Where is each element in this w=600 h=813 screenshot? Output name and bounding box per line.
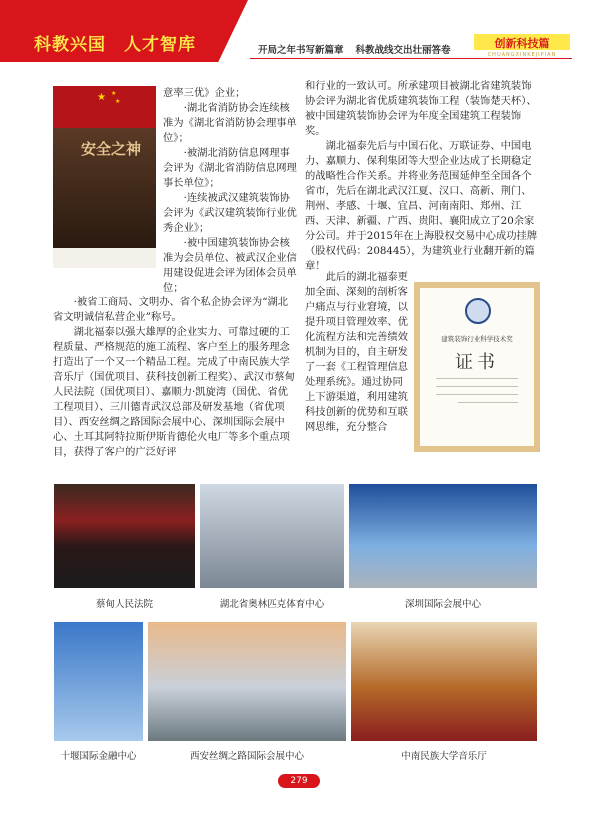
photo-caption: 深圳国际会展中心 xyxy=(404,599,481,610)
paragraph: ·被湖北消防信息网理事会评为《湖北省消防信息网理事长单位》； xyxy=(163,147,297,189)
divider xyxy=(458,402,518,403)
photo-caption: 湖北省奥林匹克体育中心 xyxy=(219,599,325,610)
column-pinyin: CHUANGXINKEJIPIAN xyxy=(487,52,557,58)
certificate-title: 证书 xyxy=(455,352,499,373)
paragraph: 和行业的一致认可。所承建项目被湖北省建筑装饰协会评为湖北省优质建筑装饰工程（装饰楚天杯）、被中国建筑装饰协会评为年度全国建筑工程装饰奖。 xyxy=(305,80,537,137)
text-col1-full xyxy=(53,295,297,460)
photo-caption: 蔡甸人民法院 xyxy=(95,599,153,610)
certificate-heading: 建筑装饰行业科学技术奖 xyxy=(441,335,513,343)
text-col2-narrow xyxy=(305,270,409,435)
photo-court xyxy=(54,484,195,588)
paragraph: 湖北福泰以强大雄厚的企业实力、可靠过硬的工程质量、严格规范的施工流程、客户至上的服务理念打造出了一个又一个精品工程。完成了中南民族大学音乐厅（国优项目、获科技创新工程奖）、武汉市蔡甸人民法院（国优项目）、嘉顺力·凯旋湾（国优、省优工程项目）、三川德青武汉总部及研发基地（省优项目）、西安丝绸之路国际会展中心、深圳国际会展中心、土耳其阿特拉斯伊斯肯德伦火电厂等多个重点项目，获得了客户的广泛好评 xyxy=(53,326,295,458)
photo-caption: 西安丝绸之路国际会展中心 xyxy=(189,751,304,762)
header-rule xyxy=(250,58,572,59)
header-title: 科教兴国 人才智库 xyxy=(34,35,196,55)
paragraph: ·连续被武汉建筑装饰协会评为《武汉建筑装饰行业优秀企业》； xyxy=(163,192,297,234)
photo-caption: 十堰国际金融中心 xyxy=(60,751,137,762)
poster-image xyxy=(53,86,156,268)
photo-caption: 中南民族大学音乐厅 xyxy=(401,751,487,762)
photo-shenzhen-expo xyxy=(349,484,537,588)
slogan-2: 科教战线交出壮丽答卷 xyxy=(355,45,451,56)
column-label: 创新科技篇 xyxy=(494,37,550,50)
divider xyxy=(436,378,518,379)
paragraph: 湖北福泰先后与中国石化、万联证券、中国电力、嘉顺力、保利集团等大型企业达成了长期稳定的战略性合作关系。并将业务范围延伸至全国各个省市，先后在湖北武汉江夏、汉口、高新、荆门、荆州、孝感、十堰、宜昌、河南南阳、郑州、江西、天津、新疆、广西、贵阳、襄阳成立了20余家分公司。并于2015年在上海股权交易中心成功挂牌（股权代码：208445），为建筑业行业翻开新的篇章！ xyxy=(305,140,538,272)
star-icon: ★ xyxy=(111,90,117,97)
page-number: 279 xyxy=(278,774,320,788)
poster-logo-bar xyxy=(53,248,156,268)
star-icon: ★ xyxy=(115,98,121,105)
photo-xian-expo xyxy=(148,622,346,741)
paragraph: 意率三优》企业； xyxy=(163,87,246,99)
paragraph: ·被省工商局、文明办、省个私企协会评为“湖北省文明诚信私营企业”称号。 xyxy=(53,296,289,323)
paragraph: ·湖北省消防协会连续核准为《湖北省消防协会理事单位》； xyxy=(163,102,297,144)
poster-caption: 安全之神 xyxy=(81,140,142,158)
text-col1-narrow xyxy=(163,86,297,296)
paragraph: 此后的湖北福泰更加全面、深刻的剖析客户痛点与行业窘境，以提升项目管理效率、优化流程方法和完善绩效机制为目的，自主研发了一套《工程管理信息处理系统》。通过协同上下游渠道，利用建筑科技创新的优势和互联网思维，充分整合 xyxy=(305,271,408,433)
paragraph: ·被中国建筑装饰协会核准为会员单位、被武汉企业信用建设促进会评为团体会员单位； xyxy=(163,237,297,294)
photo-concert-hall xyxy=(351,622,537,741)
emblem-icon xyxy=(465,298,491,324)
star-icon: ★ xyxy=(97,92,106,103)
photo-finance-center xyxy=(54,622,143,741)
divider xyxy=(436,386,518,387)
slogan-1: 开局之年书写新篇章 xyxy=(258,45,344,56)
text-col2-full xyxy=(305,79,541,274)
divider xyxy=(436,394,518,395)
photo-stadium xyxy=(200,484,344,588)
header-slogan xyxy=(258,42,463,56)
